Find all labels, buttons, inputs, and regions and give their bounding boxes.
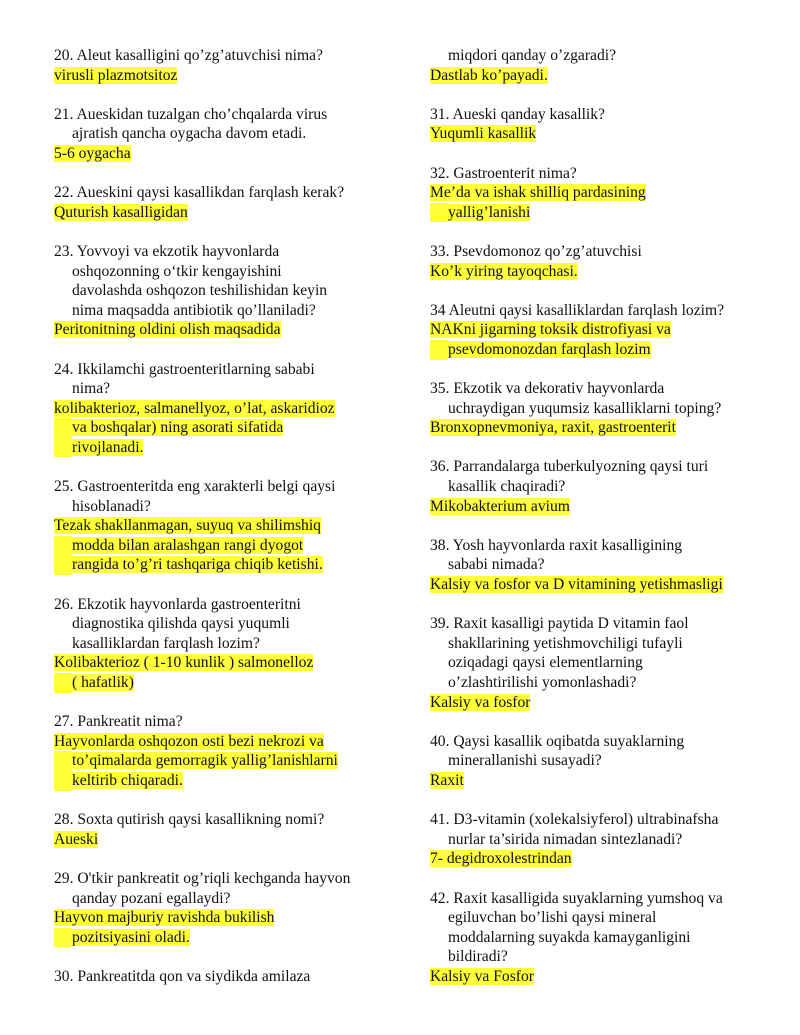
highlight-indent bbox=[54, 751, 72, 771]
question-line: o’zlashtirilishi yomonlashadi? bbox=[448, 674, 637, 691]
answer-line bbox=[54, 203, 394, 223]
qa-block bbox=[430, 614, 770, 732]
question-line: qanday pozani egallaydi? bbox=[72, 889, 231, 907]
answer-text: 5-6 oygacha bbox=[54, 144, 131, 162]
block-spacer bbox=[54, 222, 394, 242]
highlight-indent bbox=[54, 536, 72, 556]
qa-block bbox=[54, 105, 394, 183]
answer-line bbox=[54, 555, 394, 575]
answer-text: Bronxopnevmoniya, raxit, gastroenterit bbox=[430, 419, 676, 437]
qa-block bbox=[54, 242, 394, 360]
qa-block bbox=[54, 46, 394, 105]
question-line: nurlar ta’sirida nimadan sintezlanadi? bbox=[448, 830, 683, 848]
qa-block bbox=[430, 810, 770, 888]
answer-text: Tezak shakllanmagan, suyuq va shilimshiq bbox=[54, 517, 321, 535]
block-spacer bbox=[54, 693, 394, 713]
block-spacer bbox=[54, 340, 394, 360]
answer-text: modda bilan aralashgan rangi dyogot bbox=[72, 536, 304, 554]
block-spacer bbox=[430, 144, 770, 164]
block-spacer bbox=[430, 712, 770, 732]
answer-line bbox=[54, 536, 394, 556]
answer-line bbox=[54, 653, 394, 673]
answer-line bbox=[430, 203, 770, 223]
answer-text: psevdomonozdan farqlash lozim bbox=[448, 340, 651, 358]
qa-block bbox=[54, 360, 394, 478]
question-line: 31. Aueski qanday kasallik? bbox=[430, 105, 605, 123]
question-line: 33. Psevdomonoz qo’zg’atuvchisi bbox=[430, 242, 642, 260]
question-line: diagnostika qilishda qaysi yuqumli bbox=[72, 615, 290, 633]
question-line: miqdori qanday o’zgaradi? bbox=[448, 47, 616, 64]
question-line: 32. Gastroenterit nima? bbox=[430, 164, 577, 182]
block-spacer bbox=[430, 516, 770, 536]
question-line: egiluvchan bo’lishi qaysi mineral bbox=[448, 909, 657, 927]
block-spacer bbox=[430, 869, 770, 889]
qa-block bbox=[430, 732, 770, 810]
question-line: nima maqsadda antibiotik qo’llaniladi? bbox=[72, 301, 316, 319]
answer-text: Hayvon majburiy ravishda bukilish bbox=[54, 909, 275, 927]
answer-text: rivojlanadi. bbox=[72, 438, 144, 456]
qa-block bbox=[430, 242, 770, 301]
question-line: 40. Qaysi kasallik oqibatda suyaklarning bbox=[430, 732, 685, 750]
qa-block bbox=[54, 810, 394, 869]
qa-block bbox=[430, 889, 770, 987]
answer-line bbox=[54, 438, 394, 458]
question-line: 26. Ekzotik hayvonlarda gastroenteritni bbox=[54, 595, 301, 613]
answer-text: yallig’lanishi bbox=[448, 203, 531, 221]
question-line: ajratish qancha oygacha davom etadi. bbox=[72, 125, 307, 143]
block-spacer bbox=[54, 575, 394, 595]
answer-line bbox=[430, 575, 770, 595]
answer-line bbox=[430, 320, 770, 340]
answer-text: Hayvonlarda oshqozon osti bezi nekrozi va bbox=[54, 732, 324, 750]
block-spacer bbox=[54, 457, 394, 477]
question-line: kasalliklardan farqlash lozim? bbox=[72, 634, 260, 652]
highlight-indent bbox=[430, 203, 448, 223]
qa-block bbox=[430, 164, 770, 242]
answer-line bbox=[54, 516, 394, 536]
answer-line bbox=[54, 399, 394, 419]
question-line: bildiradi? bbox=[448, 948, 508, 966]
question-line: sababi nimada? bbox=[448, 556, 545, 574]
answer-line bbox=[54, 751, 394, 771]
question-line: 23. Yovvoyi va ekzotik hayvonlarda bbox=[54, 242, 280, 260]
question-line: 29. O'tkir pankreatit og’riqli kechganda hayvon bbox=[54, 869, 351, 887]
answer-line bbox=[430, 418, 770, 438]
highlight-indent bbox=[54, 418, 72, 438]
block-spacer bbox=[430, 360, 770, 380]
answer-line bbox=[430, 771, 770, 791]
answer-text: Kalsiy va fosfor bbox=[430, 693, 531, 711]
right-column bbox=[430, 46, 770, 987]
answer-line bbox=[54, 908, 394, 928]
question-line: 25. Gastroenteritda eng xarakterli belgi qaysi bbox=[54, 478, 336, 496]
qa-block bbox=[430, 457, 770, 535]
question-line: 24. Ikkilamchi gastroenteritlarning sababi bbox=[54, 360, 315, 378]
answer-line bbox=[54, 320, 394, 340]
question-line: 38. Yosh hayvonlarda raxit kasalligining bbox=[430, 536, 683, 554]
answer-text: Kolibakterioz ( 1-10 kunlik ) salmonelloz bbox=[54, 654, 314, 672]
question-line: minerallanishi susayadi? bbox=[448, 752, 602, 770]
answer-text: Kalsiy va Fosfor bbox=[430, 967, 534, 985]
answer-text: Yuqumli kasallik bbox=[430, 125, 537, 143]
highlight-indent bbox=[54, 438, 72, 458]
block-spacer bbox=[430, 595, 770, 615]
answer-line bbox=[430, 66, 770, 86]
answer-text: ( hafatlik) bbox=[72, 674, 134, 691]
question-line: kasallik chaqiradi? bbox=[448, 478, 566, 496]
question-line: 36. Parrandalarga tuberkulyozning qaysi turi bbox=[430, 458, 709, 476]
qa-block bbox=[430, 379, 770, 457]
question-line: oziqadagi qaysi elementlarning bbox=[448, 654, 643, 672]
answer-text: rangida to’g’ri tashqariga chiqib ketishi. bbox=[72, 556, 323, 574]
block-spacer bbox=[430, 438, 770, 458]
question-line: 42. Raxit kasalligida suyaklarning yumshoq va bbox=[430, 889, 723, 907]
answer-line bbox=[54, 418, 394, 438]
block-spacer bbox=[54, 849, 394, 869]
question-line: 39. Raxit kasalligi paytida D vitamin faol bbox=[430, 615, 689, 633]
answer-line bbox=[430, 693, 770, 713]
qa-block bbox=[54, 869, 394, 967]
answer-line bbox=[430, 262, 770, 282]
question-line: davolashda oshqozon teshilishidan keyin bbox=[72, 282, 328, 300]
qa-block bbox=[54, 967, 394, 987]
answer-line bbox=[430, 967, 770, 987]
highlight-indent bbox=[54, 673, 72, 693]
highlight-indent bbox=[54, 928, 72, 948]
answer-text: va boshqalar) ning asorati sifatida bbox=[72, 419, 284, 437]
answer-text: NAKni jigarning toksik distrofiyasi va bbox=[430, 321, 671, 339]
block-spacer bbox=[54, 947, 394, 967]
question-line: 20. Aleut kasalligini qo’zg’atuvchisi nima? bbox=[54, 47, 323, 64]
answer-text: Dastlab ko’payadi. bbox=[430, 66, 548, 84]
question-line: 27. Pankreatit nima? bbox=[54, 713, 183, 731]
question-line: 28. Soxta qutirish qaysi kasallikning nomi? bbox=[54, 811, 325, 829]
question-line: 30. Pankreatitda qon va siydikda amilaza bbox=[54, 967, 311, 985]
answer-line bbox=[54, 144, 394, 164]
question-line: shakllarining yetishmovchiligi tufayli bbox=[448, 634, 683, 652]
highlight-indent bbox=[430, 340, 448, 360]
block-spacer bbox=[54, 164, 394, 184]
answer-line bbox=[430, 849, 770, 869]
question-line: 22. Aueskini qaysi kasallikdan farqlash kerak? bbox=[54, 184, 345, 202]
answer-line bbox=[430, 340, 770, 360]
block-spacer bbox=[54, 85, 394, 105]
highlight-indent bbox=[54, 555, 72, 575]
answer-text: Aueski bbox=[54, 830, 99, 848]
block-spacer bbox=[430, 222, 770, 242]
question-line: 35. Ekzotik va dekorativ hayvonlarda bbox=[430, 380, 665, 398]
answer-text: Me’da va ishak shilliq pardasining bbox=[430, 184, 646, 202]
answer-text: Quturish kasalligidan bbox=[54, 203, 188, 221]
answer-line bbox=[430, 124, 770, 144]
block-spacer bbox=[430, 791, 770, 811]
qa-block bbox=[54, 183, 394, 242]
answer-text: to’qimalarda gemorragik yallig’lanishlarni bbox=[72, 752, 338, 770]
answer-line bbox=[430, 497, 770, 517]
block-spacer bbox=[54, 791, 394, 811]
highlight-indent bbox=[54, 771, 72, 791]
question-line: 41. D3-vitamin (xolekalsiyferol) ultrabinafsha bbox=[430, 811, 719, 829]
answer-line bbox=[54, 66, 394, 86]
answer-text: Ko’k yiring tayoqchasi. bbox=[430, 262, 578, 280]
question-line: hisoblanadi? bbox=[72, 497, 151, 515]
answer-line bbox=[54, 928, 394, 948]
qa-block bbox=[430, 105, 770, 164]
answer-text: keltirib chiqaradi. bbox=[72, 771, 183, 789]
qa-block bbox=[430, 46, 770, 105]
question-line: nima? bbox=[72, 380, 111, 398]
answer-text: pozitsiyasini oladi. bbox=[72, 928, 190, 946]
qa-block bbox=[54, 712, 394, 810]
answer-line bbox=[54, 830, 394, 850]
question-line: uchraydigan yuqumsiz kasalliklarni toping? bbox=[448, 399, 722, 417]
answer-line bbox=[54, 673, 394, 693]
answer-line bbox=[430, 183, 770, 203]
question-line: 34 Aleutni qaysi kasalliklardan farqlash lozim? bbox=[430, 301, 725, 319]
block-spacer bbox=[430, 281, 770, 301]
question-line: oshqozonning o‘tkir kengayishini bbox=[72, 262, 282, 280]
answer-text: kolibakterioz, salmanellyoz, o’lat, askaridioz bbox=[54, 399, 335, 417]
answer-text: Raxit bbox=[430, 771, 464, 789]
left-column bbox=[54, 46, 394, 987]
qa-block bbox=[54, 595, 394, 713]
answer-text: 7- degidroxolestrindan bbox=[430, 850, 572, 868]
qa-block bbox=[430, 536, 770, 614]
block-spacer bbox=[430, 85, 770, 105]
answer-text: Kalsiy va fosfor va D vitamining yetishmasligi bbox=[430, 576, 723, 594]
answer-line bbox=[54, 771, 394, 791]
qa-block bbox=[430, 301, 770, 379]
answer-text: Peritonitning oldini olish maqsadida bbox=[54, 321, 281, 339]
answer-line bbox=[54, 732, 394, 752]
question-line: moddalarning suyakda kamayganligini bbox=[448, 928, 691, 946]
answer-text: virusli plazmotsitoz bbox=[54, 66, 178, 84]
question-line: 21. Aueskidan tuzalgan cho’chqalarda virus bbox=[54, 105, 328, 123]
qa-block bbox=[54, 477, 394, 595]
answer-text: Mikobakterium avium bbox=[430, 497, 570, 515]
